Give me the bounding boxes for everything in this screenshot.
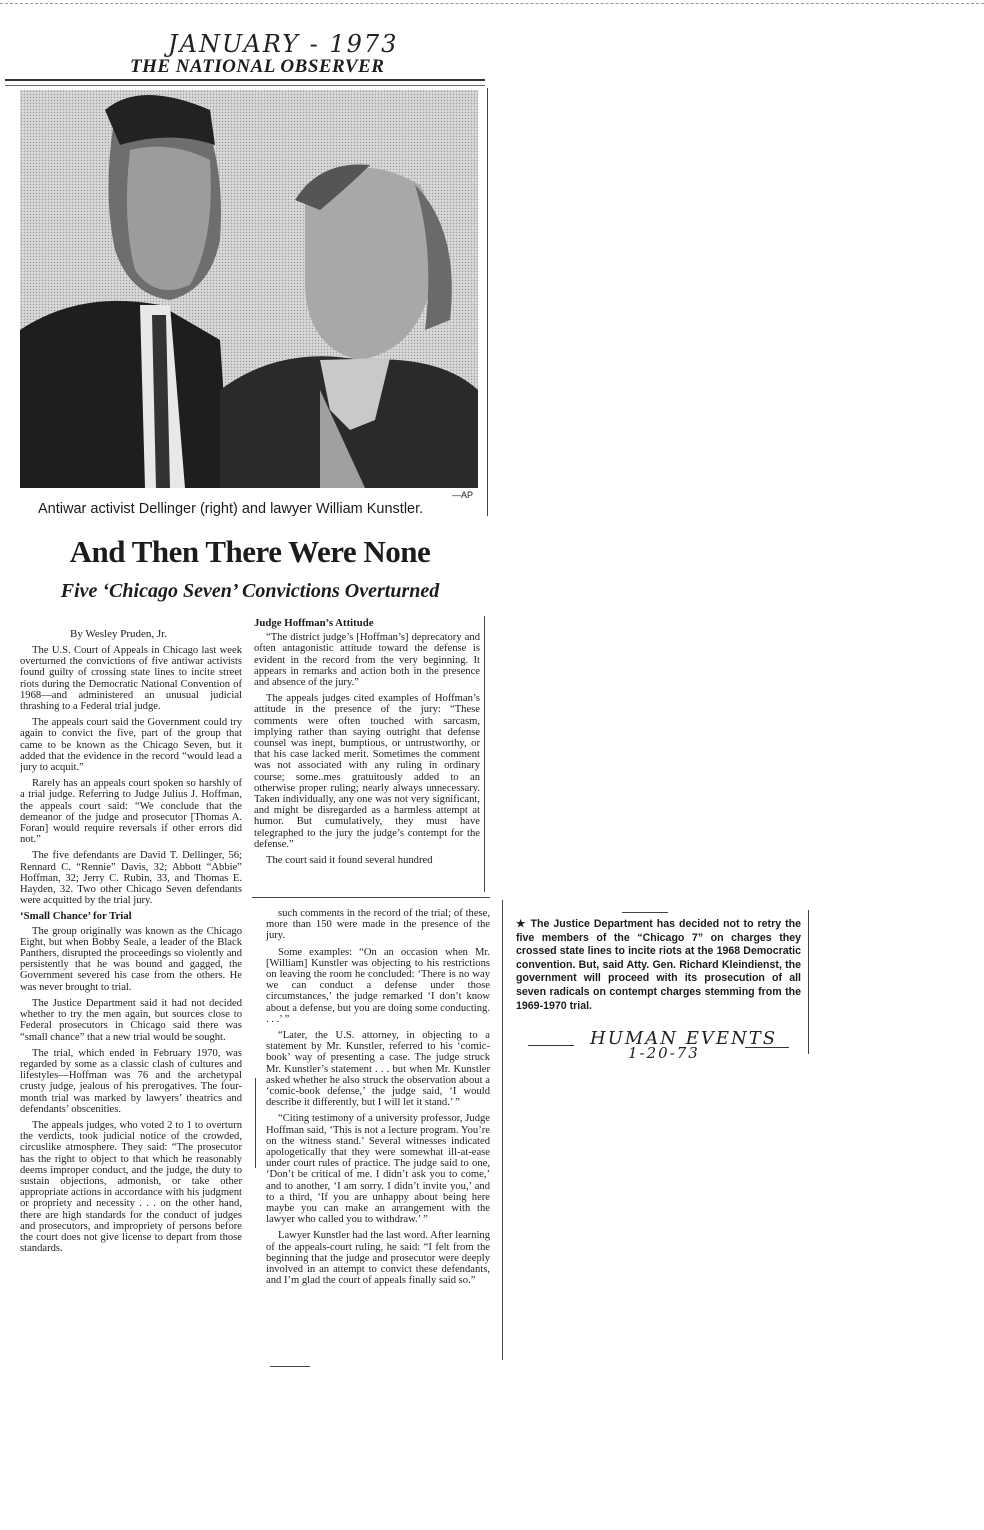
paragraph: The five defendants are David T. Dellinger, 56; Rennard C. “Rennie” Davis, 32; Abbott “Abbie” Hoffman, 32; Jerry C. Rubin, 33, and Thomas E. Hayden, 32. Two other Chicago Seven defendants were acquitted by the trial jury. (20, 850, 242, 907)
paragraph: The group originally was known as the Chicago Eight, but when Bobby Seale, a leader of the Black Panthers, disrupted the proceedings so violently and persistently that he was bound and gagged, the Government severed his case from the others. He was never brought to trial. (20, 925, 242, 993)
section-heading: ‘Small Chance’ for Trial (20, 910, 132, 923)
paragraph: The Justice Department said it had not decided whether to try the men again, but sources close to Federal prosecutors in Chicago said there was “small chance” that a new trial would be sought. (20, 997, 242, 1043)
paragraph: “Later, the U.S. attorney, in objecting to a statement by Mr. Kunstler, referred to his ‘comic-book’ way of presenting a case. The judge struck Mr. Kunstler’s statement . . . but when Mr. Kunstler asked whether he also struck the observation about a ‘comic-book defense,’ the judge said, ‘I would describe it differently, but I will let it stand.’ ” (266, 1030, 490, 1109)
column-break-rule (252, 897, 490, 898)
headline: And Then There Were None (69, 534, 431, 569)
handwritten-source-date: 1-20-73 (628, 1044, 700, 1062)
masthead-rule-thin (5, 85, 485, 86)
photo-caption: Antiwar activist Dellinger (right) and lawyer William Kunstler. (38, 501, 424, 517)
publication-masthead: THE NATIONAL OBSERVER (130, 56, 385, 77)
paragraph: The appeals court said the Government could try again to convict the five, part of the group that came to be known as the Chicago Seven, but it added that the evidence in the record “would lead a jury to acquit.” (20, 717, 242, 774)
paragraph: The appeals judges, who voted 2 to 1 to overturn the verdicts, took judicial notice of the crowded, circuslike atmosphere. They said: “The prosecutor has the right to object to that which he reasonably deems improper conduct, and the judge, the duty to sustain objections, admonish, or take other appropriate actions in accordance with his judgment or propriety and necessity . . . on the other hand, there are high standards for the conduct of judges and prosecutors, and impropriety of persons before the court does not give license to depart from those standards. (20, 1119, 242, 1255)
photo-image (20, 90, 478, 488)
paragraph: Some examples: “On an occasion when Mr. [William] Kunstler was objecting to his restrictions on leaving the room he concluded: ‘There is no way we can conduct a defense under those circumstances,’ the judge remarked ‘I don’t know about a defense, but you are doing some conducting. . . .’ ” (266, 946, 490, 1025)
section-heading: Judge Hoffman’s Attitude (254, 617, 374, 629)
paragraph: The U.S. Court of Appeals in Chicago last week overturned the convictions of five antiwar activists found guilty of crossing state lines to incite street riots during the Democratic National Convention of 1968—and administered an unusual judicial thrashing to a Federal trial judge. (20, 645, 242, 713)
paragraph: The trial, which ended in February 1970, was regarded by some as a classic clash of cultures and lifestyles—Hoffman was 76 and the archetypal crusty judge, jealous of his prerogatives. The four-month trial was marked by lawyers’ theatrics and defendants’ obscenities. (20, 1047, 242, 1115)
paragraph: The court said it found several hundred (266, 855, 433, 867)
column-rule (502, 900, 503, 1360)
paragraph: Lawyer Kunstler had the last word. After learning of the appeals-court ruling, he said: “I felt from the beginning that the judge and prosecutor were deeply involved in an attempt to convict these defendants, and I’m glad the court of appeals finally said so.” (266, 1230, 490, 1287)
column-rule (255, 1078, 256, 1168)
article-column-2-bottom (266, 908, 490, 1292)
paragraph: “Citing testimony of a university professor, Judge Hoffman said, ‘This is not a lecture program. You’re on the witness stand.’ Several witnesses indicated apologetically that they were somewhat ill-at-ease under court rules of practice. The judge said to one, ‘Don’t be critical of me. I didn’t ask you to come,’ and to another, ‘I am sorry. I didn’t invite you,’ and to a third, ‘If you are unhappy about being here maybe you can make an arrangement with the lawyer who called you to withdraw.’ ” (266, 1113, 490, 1226)
handwritten-date: JANUARY - 1973 (168, 30, 399, 58)
column-rule (484, 616, 485, 892)
article-end-rule (270, 1366, 310, 1367)
paragraph: The appeals judges cited examples of Hoffman’s attitude in the presence of the jury: “These comments were often touched with sarcasm, implying rather than saying outright that defense counsel was inept, bumptious, or untrustworthy, or that his case lacked merit. Sometimes the comment was not associated with any ruling in ordinary course; some..mes gratuitously added to an otherwise proper ruling; nearly always unnecessary. Taken individually, any one was not very significant, and might be disregarded as a harmless attempt at humor. But cumulatively, they must have telegraphed to the jury the judge’s contempt for the defense.” (254, 693, 480, 850)
handwritten-rule (745, 1047, 789, 1048)
subheadline: Five ‘Chicago Seven’ Convictions Overturned (60, 580, 440, 602)
handwritten-rule (528, 1045, 574, 1046)
handwritten-source: HUMAN EVENTS (590, 1028, 778, 1049)
paragraph: Rarely has an appeals court spoken so harshly of a trial judge. Referring to Judge Julius J. Hoffman, the appeals court said: “We conclude that the demeanor of the judge and prosecutor [Thomas A. Foran] would require reversals if other errors did not.” (20, 778, 242, 846)
clipping-top-rule (622, 912, 668, 913)
paragraph: “The district judge’s [Hoffman’s] deprecatory and often antagonistic attitude toward the defense is evident in the record from the very beginning. It appears in remarks and action both in the presence and absence of the jury.” (254, 632, 480, 689)
human-events-clipping: ★ The Justice Department has decided not to retry the five members of the “Chicago 7” on charges they crossed state lines to incite riots at the 1968 Democratic convention. But, said Atty. Gen. Richard Kleindienst, the government will proceed with its prosecution of all seven radicals on contempt charges stemming from the 1969-1970 trial. (516, 918, 801, 1012)
byline: By Wesley Pruden, Jr. (70, 628, 167, 640)
masthead-rule (5, 79, 485, 81)
article-column-1 (20, 645, 242, 1259)
paragraph: such comments in the record of the trial; of these, more than 150 were made in the presence of the jury. (266, 908, 490, 942)
scan-edge (0, 3, 984, 4)
clipping-rule (808, 910, 809, 1054)
news-photo (20, 90, 478, 488)
photo-credit: —AP (452, 490, 474, 500)
column-rule (487, 88, 488, 516)
article-column-2-top (254, 615, 480, 871)
